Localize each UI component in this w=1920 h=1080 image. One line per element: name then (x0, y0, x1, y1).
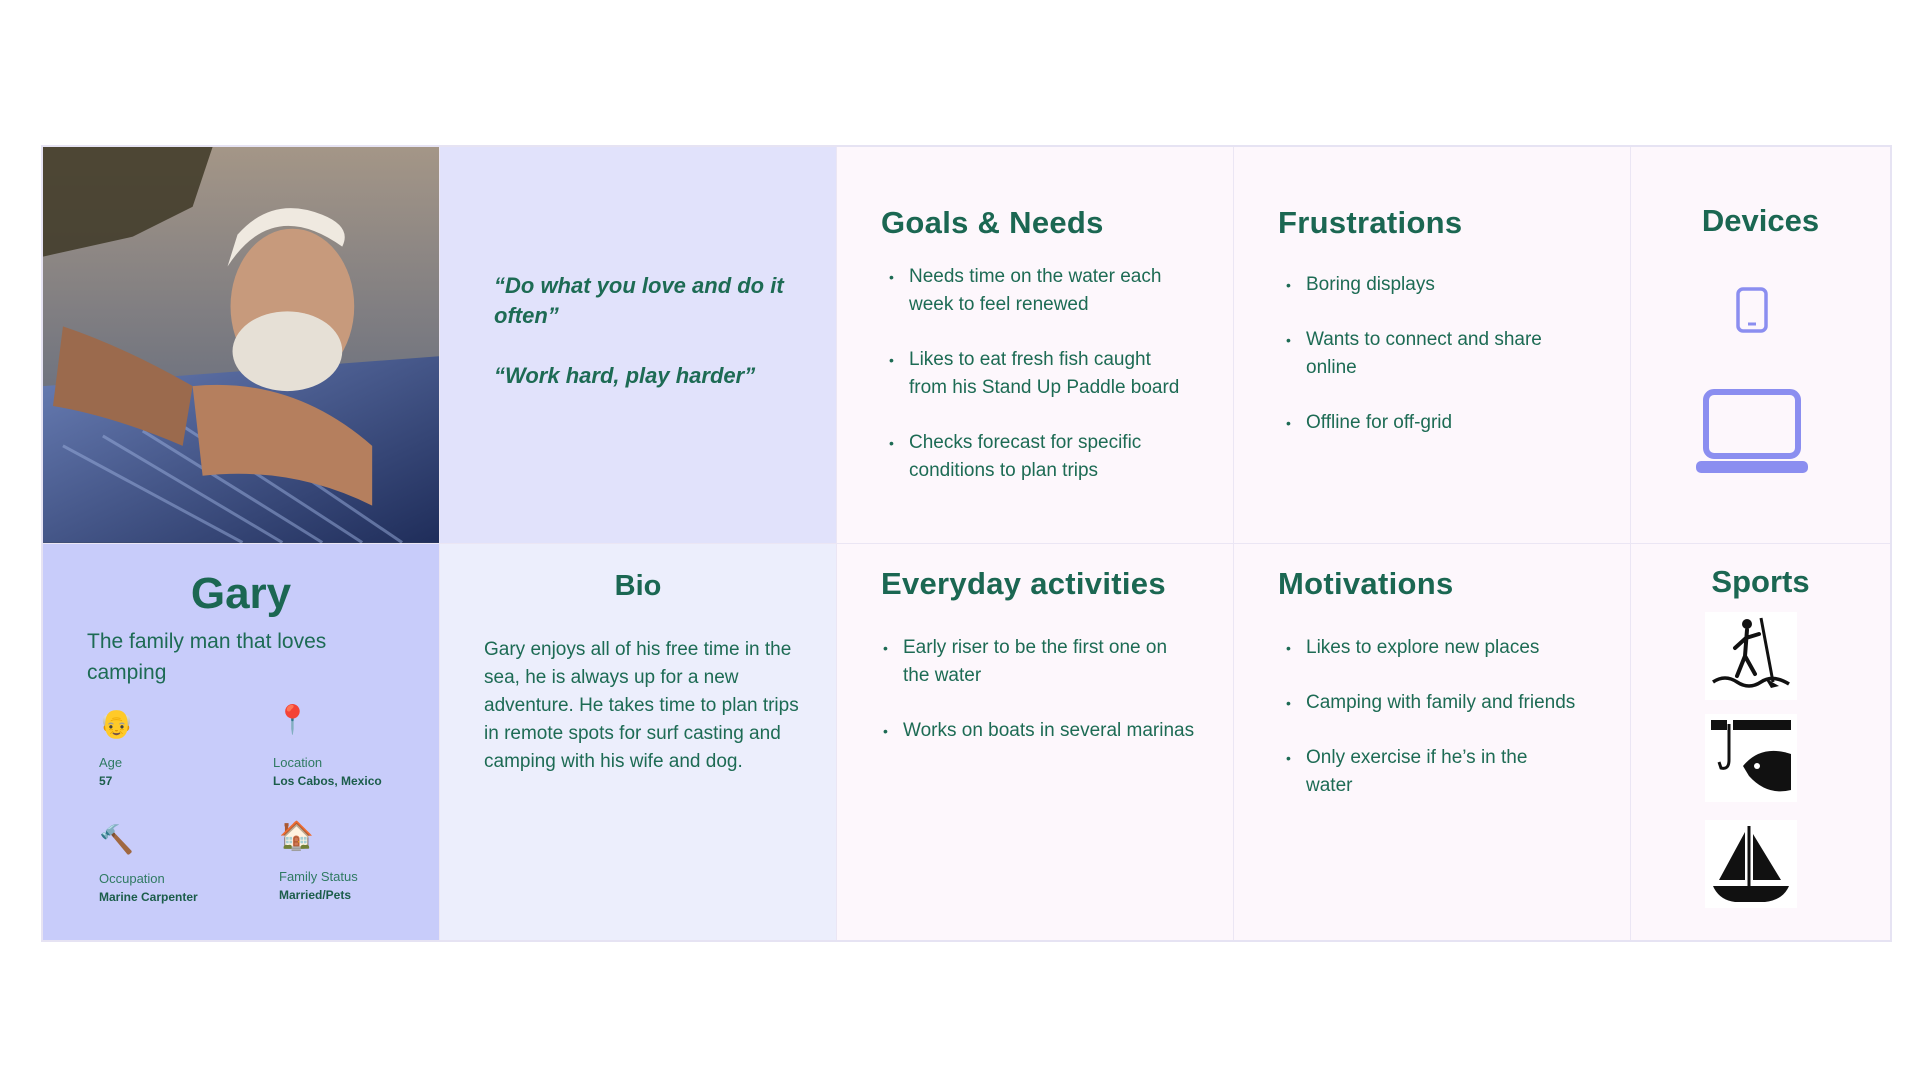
list-item: • Offline for off-grid (1278, 409, 1578, 437)
goals-list (881, 263, 1181, 512)
attr-value: Married/Pets (279, 887, 352, 902)
laptop-icon (1696, 389, 1808, 475)
attr-label: Family Status (279, 868, 358, 884)
activities-title: Everyday activities (881, 565, 1166, 601)
list-item: • Checks forecast for specific conditions to plan trips (881, 429, 1181, 485)
quote-2: “Work hard, play harder” (494, 363, 756, 388)
persona-photo (43, 147, 440, 544)
bio-panel (440, 544, 837, 941)
list-item: • Likes to explore new places (1278, 634, 1578, 662)
house-icon: 🏠 (279, 819, 314, 851)
fishing-icon (1705, 714, 1797, 802)
motivations-panel (1234, 544, 1631, 941)
persona-tagline: The family man that loves camping (87, 629, 327, 684)
paddleboard-icon (1705, 612, 1797, 700)
devices-panel (1631, 147, 1890, 544)
attr-age (99, 754, 122, 790)
persona-name: Gary (190, 568, 292, 618)
attr-label: Location (273, 754, 323, 770)
sports-panel (1631, 544, 1890, 941)
older-man-emoji-icon: 👴 (99, 707, 134, 739)
list-item: • Wants to connect and share online (1278, 326, 1578, 382)
attr-value: Marine Carpenter (99, 889, 198, 904)
list-item: • Works on boats in several marinas (875, 717, 1195, 745)
sports-title: Sports (1711, 563, 1810, 599)
frustrations-title: Frustrations (1278, 205, 1463, 240)
quote-1: “Do what you love and do it often” (494, 273, 784, 328)
list-item: • Early riser to be the first one on the water (875, 634, 1195, 690)
phone-icon (1735, 287, 1769, 333)
bio-title: Bio (614, 569, 662, 602)
attr-label: Age (99, 754, 123, 770)
attr-family-status (279, 868, 358, 904)
motivations-title: Motivations (1278, 565, 1454, 601)
persona-board (41, 145, 1892, 942)
activities-list (875, 634, 1195, 772)
attr-value: 57 (99, 773, 113, 788)
list-item: • Boring displays (1278, 271, 1578, 299)
attr-occupation (99, 870, 198, 906)
goals-panel (837, 147, 1234, 544)
sailboat-icon (1705, 820, 1797, 908)
quotes-panel (440, 147, 837, 544)
attr-location (273, 754, 382, 790)
list-item: • Likes to eat fresh fish caught from his Stand Up Paddle board (881, 346, 1181, 402)
devices-title: Devices (1701, 203, 1820, 238)
motivations-list (1278, 634, 1578, 827)
list-item: • Only exercise if he’s in the water (1278, 744, 1578, 800)
map-pin-icon: 📍 (275, 703, 310, 735)
attr-value: Los Cabos, Mexico (273, 773, 382, 788)
bio-text: Gary enjoys all of his free time in the sea, he is always up for a new adventure. He takes time to plan trips in remote spots for surf casting and camping with his wife and dog. (484, 638, 799, 772)
list-item: • Needs time on the water each week to feel renewed (881, 263, 1181, 319)
profile-panel (43, 544, 440, 941)
goals-title: Goals & Needs (881, 205, 1104, 240)
attr-label: Occupation (99, 870, 165, 886)
hammer-icon: 🔨 (99, 823, 134, 855)
list-item: • Camping with family and friends (1278, 689, 1578, 717)
frustrations-panel (1234, 147, 1631, 544)
frustrations-list (1278, 271, 1578, 464)
activities-panel (837, 544, 1234, 941)
